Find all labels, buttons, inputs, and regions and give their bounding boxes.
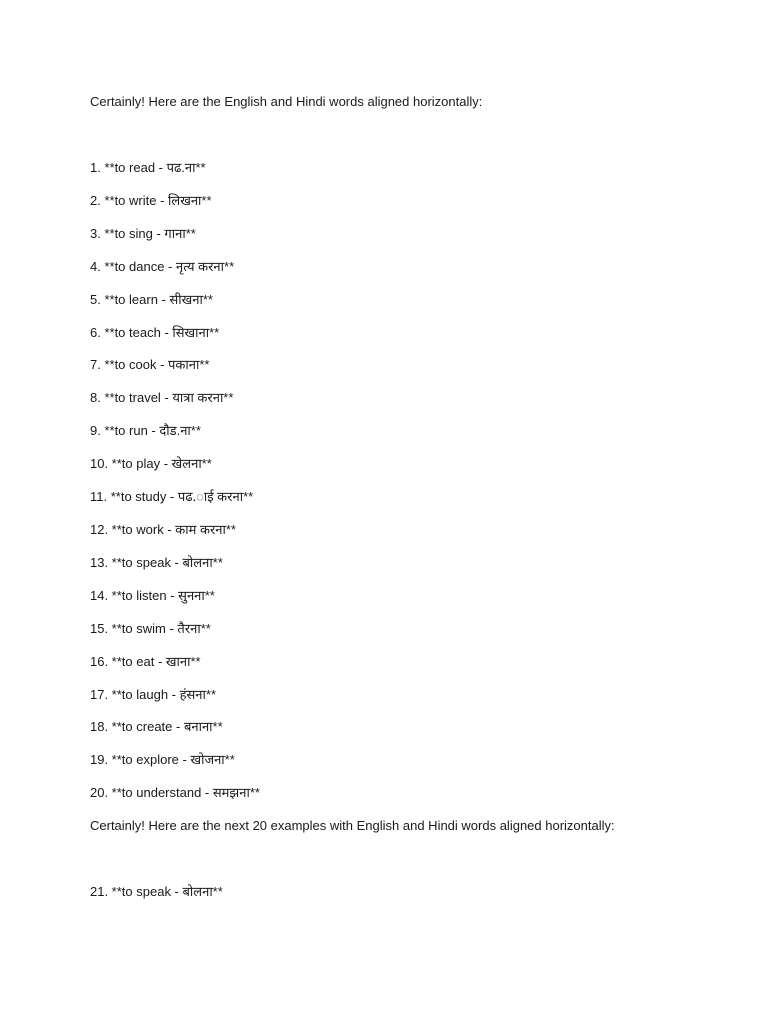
list-item: 14. **to listen - सुनना** bbox=[90, 588, 215, 603]
list-item: 13. **to speak - बोलना** bbox=[90, 555, 223, 570]
list-item: 6. **to teach - सिखाना** bbox=[90, 325, 220, 340]
list-item: 4. **to dance - नृत्य करना** bbox=[90, 259, 235, 274]
list-item: 3. **to sing - गाना** bbox=[90, 226, 196, 241]
list-item: 21. **to speak - बोलना** bbox=[90, 884, 223, 899]
list-item: 7. **to cook - पकाना** bbox=[90, 357, 210, 372]
list-item: 16. **to eat - खाना** bbox=[90, 654, 201, 669]
list-item: 18. **to create - बनाना** bbox=[90, 719, 223, 734]
list-item: 12. **to work - काम करना** bbox=[90, 522, 236, 537]
list-item: 19. **to explore - खोजना** bbox=[90, 752, 235, 767]
list-item: 20. **to understand - समझना** bbox=[90, 785, 260, 800]
list-item: 1. **to read - पढ.ना** bbox=[90, 160, 206, 175]
list-item: 11. **to study - पढ.ाई करना** bbox=[90, 489, 254, 504]
intro-text: Certainly! Here are the English and Hindi words aligned horizontally: bbox=[90, 94, 483, 109]
list-item: 15. **to swim - तैरना** bbox=[90, 621, 211, 636]
intro-text-2: Certainly! Here are the next 20 examples with English and Hindi words aligned horizontally: bbox=[90, 818, 615, 833]
list-item: 8. **to travel - यात्रा करना** bbox=[90, 390, 234, 405]
list-item: 9. **to run - दौड.ना** bbox=[90, 423, 201, 438]
list-item: 17. **to laugh - हंसना** bbox=[90, 687, 217, 702]
list-item: 10. **to play - खेलना** bbox=[90, 456, 212, 471]
list-item: 2. **to write - लिखना** bbox=[90, 193, 212, 208]
list-item: 5. **to learn - सीखना** bbox=[90, 292, 213, 307]
